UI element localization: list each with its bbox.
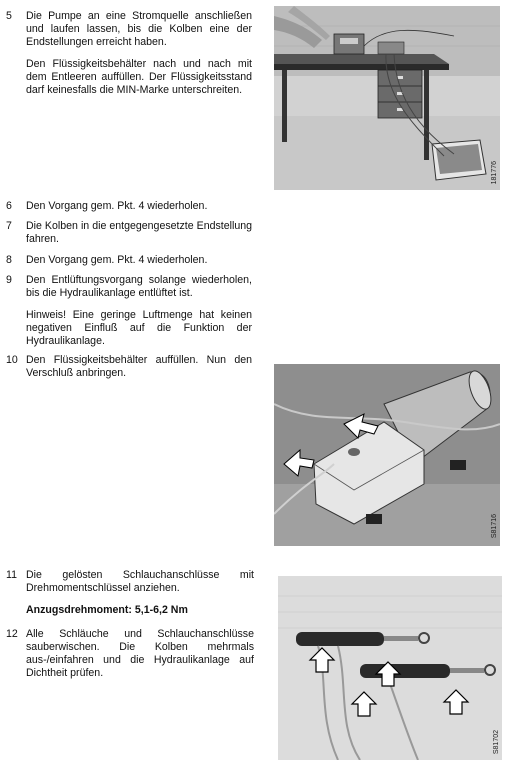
- step-number: 6: [6, 200, 12, 212]
- step-9: [6, 274, 252, 348]
- photo-pump-workbench: [274, 6, 500, 190]
- reservoir-illustration: [274, 364, 500, 546]
- step-text: Den Vorgang gem. Pkt. 4 wiederholen.: [26, 200, 208, 212]
- figure-reference: S81716: [491, 513, 498, 538]
- photo-hydraulic-cylinders: [278, 576, 502, 760]
- step-12: [6, 628, 254, 680]
- step-number: 12: [6, 628, 18, 640]
- figure-reference: 181776: [491, 160, 498, 184]
- step-number: 5: [6, 10, 12, 22]
- photo-reservoir-closeup: [274, 364, 500, 546]
- step-text: Den Flüssigkeitsbehälter nach und nach mit dem Entleeren auffüllen. Der Flüssigkeitsstand darf keinesfalls die MIN-Marke unterschreiten.: [26, 58, 252, 96]
- step-number: 8: [6, 254, 12, 266]
- step-text: Die Kolben in die entgegengesetzte Endstellung fahren.: [26, 220, 252, 245]
- step-text: Den Entlüftungsvorgang solange wiederholen, bis die Hydraulikanlage entlüftet ist.: [26, 274, 252, 299]
- step-number: 11: [6, 569, 17, 581]
- workbench-illustration: [274, 6, 500, 190]
- cylinders-illustration: [278, 576, 502, 760]
- step-11: [6, 569, 254, 617]
- step-number: 10: [6, 354, 18, 366]
- step-5: [6, 10, 252, 97]
- step-text: Den Flüssigkeitsbehälter auffüllen. Nun den Verschluß anbringen.: [26, 354, 252, 379]
- step-number: 7: [6, 220, 12, 232]
- figure-reference: S81702: [493, 729, 500, 754]
- step-text: Den Vorgang gem. Pkt. 4 wiederholen.: [26, 254, 208, 266]
- step-8: [6, 254, 252, 267]
- step-6: [6, 200, 252, 213]
- step-note: Hinweis! Eine geringe Luftmenge hat keinen negativen Einfluß auf die Funktion der Hydraulikanlage.: [26, 309, 252, 347]
- step-10: [6, 354, 252, 380]
- step-text: Die gelösten Schlauchanschlüsse mit Drehmomentschlüssel anziehen.: [26, 569, 254, 594]
- step-7: [6, 220, 252, 246]
- step-text: Die Pumpe an eine Stromquelle anschließen und laufen lassen, bis die Kolben eine der Endstellungen erreicht haben.: [26, 10, 252, 48]
- torque-spec: Anzugsdrehmoment: 5,1-6,2 Nm: [26, 604, 188, 616]
- step-text: Alle Schläuche und Schlauchanschlüsse sauberwischen. Die Kolben mehrmals aus-/einfahren und die Hydraulikanlage auf Dichtheit prüfen.: [26, 628, 254, 679]
- step-number: 9: [6, 274, 12, 286]
